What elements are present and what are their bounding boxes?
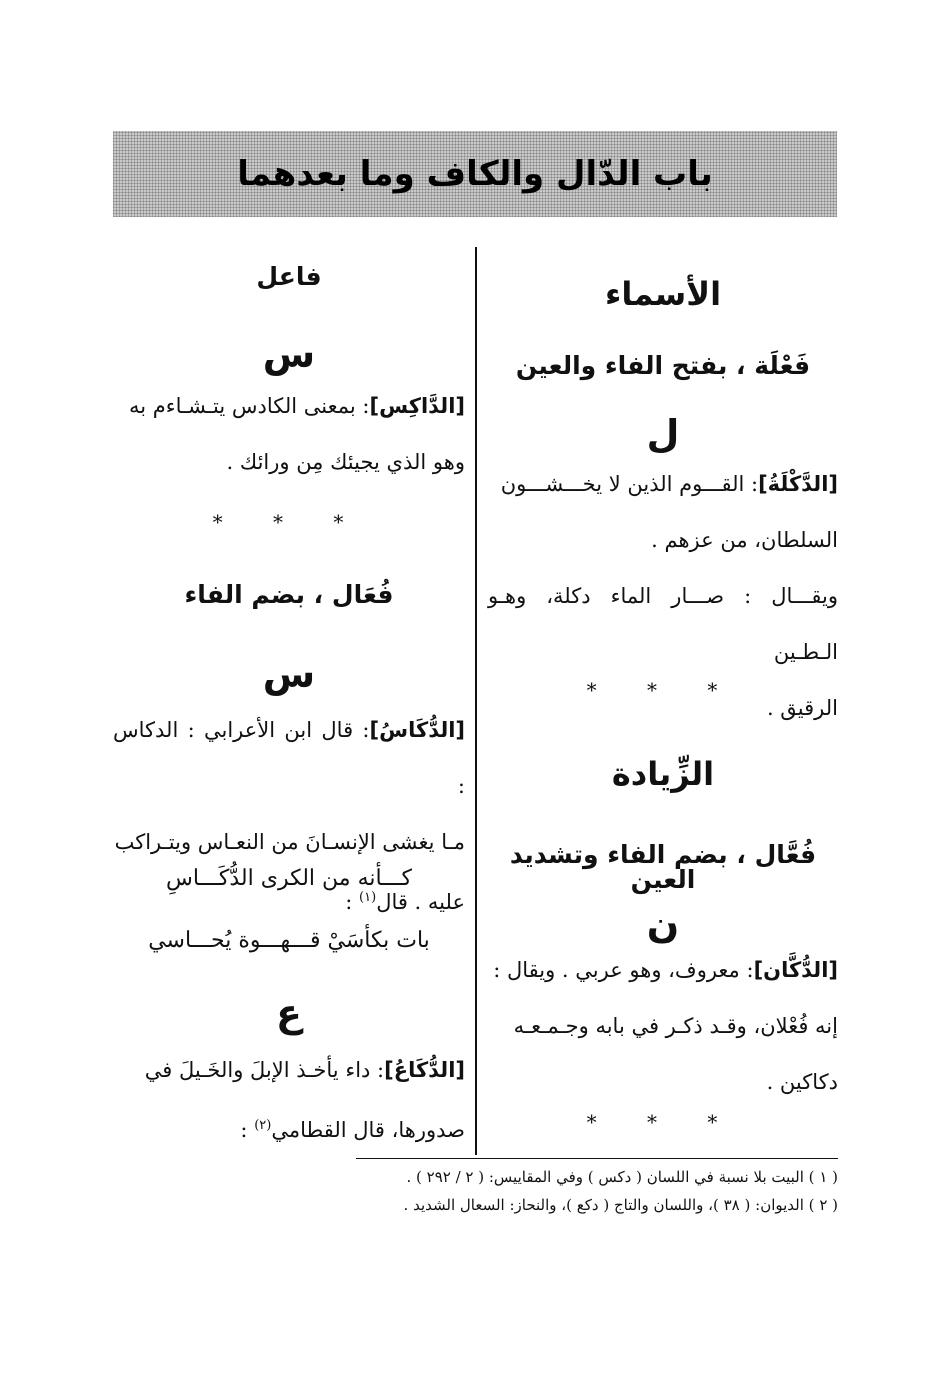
pattern-heading-fuaal: فُعَّال ، بضم الفاء وتشديد العين [509, 840, 817, 894]
entry-headword: [الدُّكَاسُ] [369, 718, 465, 742]
section-separator: * * * [586, 1110, 740, 1134]
footnote-ref: (١) [359, 890, 377, 905]
footnote-rule [356, 1158, 838, 1159]
footnotes [356, 1163, 838, 1219]
pattern-heading-faala: فَعْلَة ، بفتح الفاء والعين [515, 351, 811, 380]
letter-heading-ain: ع [276, 991, 302, 1035]
letter-heading-lam: ل [646, 412, 680, 456]
chapter-banner [113, 131, 837, 217]
section-heading-addition: الزِّيادة [611, 755, 715, 793]
entry-headword: [الدَّاكِس] [369, 394, 465, 418]
entry-dakis: [الدَّاكِس]: بمعنى الكادس يتـشـاءم به [128, 394, 465, 418]
letter-heading-sin: س [262, 332, 316, 376]
entry-text: صدورها، قال القطامي$^{(٢)}$ : [240, 1118, 465, 1142]
entry-text: إنه فُعْلان، وقـد ذكـر في بابه وجـمـعـه [513, 1014, 838, 1038]
entry-headword: [الدُّكَاعُ] [384, 1058, 465, 1082]
entry-text: ويقـــال : صـــار الماء دكلة، وهـو الـطـين [488, 584, 838, 664]
section-separator: * * * [586, 678, 740, 702]
entry-text: السلطان، من عزهم . [651, 528, 838, 552]
entry-dukas: [الدُّكَاسُ]: قال ابن الأعرابي : الدكاس : [113, 718, 465, 798]
entry-headword: [الدَّكْلَةُ] [758, 472, 838, 496]
entry-dakla: [الدَّكْلَةُ]: القـــوم الذين لا يخـــشـــون [500, 472, 838, 496]
entry-text: دكاكين . [766, 1070, 838, 1094]
section-heading-nouns: الأسماء [604, 275, 722, 313]
entry-text: عليه . قال$^{(١)}$ : [345, 890, 465, 914]
letter-heading-nun: ن [646, 902, 680, 946]
letter-heading-sin: س [262, 652, 316, 696]
footnote-ref: (٢) [254, 1118, 272, 1133]
footnote-2: ( ٢ ) الديوان: ( ٣٨ )، واللسان والتاج ( دكع )، والنحاز: السعال الشديد . [403, 1196, 838, 1214]
chapter-title: باب الدّال والكاف وما بعدهما [237, 154, 713, 194]
entry-text: مـا يغشى الإنسـانَ من النعـاس ويتـراكب [114, 830, 465, 854]
entry-dukkan: [الدُّكَّان]: معروف، وهو عربي . ويقال : [493, 958, 838, 982]
entry-text: الرقيق . [766, 696, 838, 720]
column-divider [475, 247, 477, 1155]
footnote-1: ( ١ ) البيت بلا نسبة في اللسان ( دكس ) وفي المقاييس: ( ٢ / ٢٩٢ ) . [406, 1168, 838, 1186]
entry-text: وهو الذي يجيئك مِن ورائك . [226, 450, 465, 474]
entry-dukaa: [الدُّكَاعُ]: داء يأخـذ الإبلَ والخَـيلَ في [144, 1058, 465, 1082]
pattern-heading-faail: فاعل [256, 262, 322, 291]
verse-line: بات بكأسَيْ قـــهـــوة يُحـــاسي [148, 928, 430, 953]
entry-headword: [الدُّكَّان] [753, 958, 838, 982]
pattern-heading-fuaal-single: فُعَال ، بضم الفاء [184, 580, 394, 609]
section-separator: * * * [212, 510, 366, 534]
verse-line: كـــأنه من الكرى الدُّكَـــاسِ [166, 866, 412, 891]
